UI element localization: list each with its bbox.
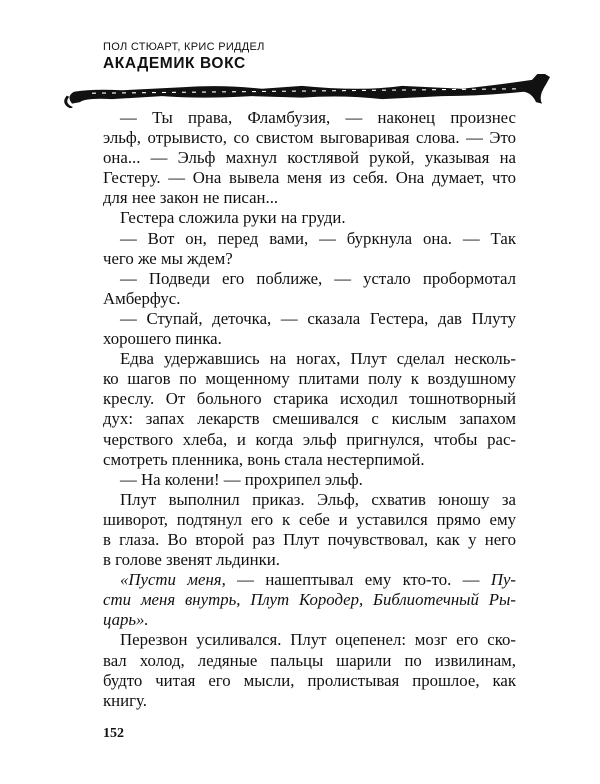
text-line (103, 208, 516, 228)
text-segment: дух: запах лекарств смешивался с кислым запахом (103, 409, 516, 429)
text-line (103, 349, 516, 369)
text-line (103, 108, 516, 128)
text-line (103, 289, 516, 309)
text-segment: эльф, отрывисто, со свистом выговаривая слова. — Это (103, 128, 516, 148)
text-line (103, 450, 516, 470)
running-header-author: ПОЛ СТЮАРТ, КРИС РИДДЕЛ (103, 41, 265, 53)
text-line (103, 430, 516, 450)
text-segment: — Ты права, Фламбузия, — наконец произнес (120, 108, 516, 127)
text-line (103, 671, 516, 691)
text-segment: Гестера сложила руки на груди. (120, 208, 346, 228)
text-segment: она... — Эльф махнул костлявой рукой, указывая на (103, 148, 516, 168)
text-line (103, 168, 516, 188)
text-line (103, 651, 516, 671)
text-segment: смотреть пленника, вонь стала нестерпимой. (103, 449, 425, 469)
text-line (103, 409, 516, 429)
italic-text: Пу- (490, 570, 516, 590)
page-number: 152 (103, 726, 124, 741)
text-line (103, 610, 516, 630)
text-segment: — На колени! — прохрипел эльф. (120, 469, 363, 489)
text-line (103, 691, 516, 711)
text-line (103, 630, 516, 650)
text-line (103, 329, 516, 349)
text-segment: черствого хлеба, и когда эльф пригнулся, чтобы рас- (103, 429, 516, 449)
text-segment: в глаза. Во второй раз Плут почувствовал, как у него (103, 529, 516, 549)
italic-text: царь». (103, 610, 149, 630)
text-line (103, 369, 516, 389)
text-line (103, 269, 516, 289)
text-segment: будто читая его мысли, пролистывая прошлое, как (103, 670, 516, 690)
text-line (103, 128, 516, 148)
text-line (103, 570, 516, 590)
text-segment: Амберфус. (103, 288, 181, 308)
text-line (103, 148, 516, 168)
running-header-title: АКАДЕМИК ВОКС (103, 55, 246, 72)
text-segment: чего же мы ждем? (103, 248, 233, 268)
text-segment: книгу. (103, 690, 147, 710)
italic-text: сти меня внутрь, Плут Кородер, Библиотечный Ры- (103, 590, 516, 610)
text-segment: вал холод, ледяные пальцы шарили по извилинам, (103, 650, 516, 670)
decorative-ornament-icon (62, 74, 552, 108)
text-line (103, 188, 516, 208)
text-line (103, 530, 516, 550)
text-segment: Едва удержавшись на ногах, Плут сделал несколь- (120, 349, 516, 369)
text-line (103, 389, 516, 409)
text-segment: — Вот он, перед вами, — буркнула она. — Так (120, 228, 516, 248)
text-segment: — Подведи его поближе, — устало пробормотал (120, 268, 516, 288)
text-line (103, 490, 516, 510)
text-segment: шиворот, подтянул его к себе и уставился прямо ему (103, 509, 516, 529)
text-line (103, 590, 516, 610)
text-segment: Гестеру. — Она вывела меня из себя. Она думает, что (103, 168, 516, 188)
text-segment: хорошего пинка. (103, 329, 222, 349)
text-line (103, 470, 516, 490)
text-segment: в голове звенят льдинки. (103, 550, 280, 570)
body-text (103, 108, 516, 711)
text-segment: креслу. От больного старика исходил тошнотворный (103, 389, 516, 409)
text-segment: ко шагов по мощенному плитами полу к воздушному (103, 369, 516, 389)
italic-text: «Пусти меня, (120, 570, 226, 590)
text-line (103, 510, 516, 530)
text-segment: Плут выполнил приказ. Эльф, схватив юношу за (120, 489, 516, 509)
text-segment: — Ступай, деточка, — сказала Гестера, дав Плуту (120, 308, 516, 328)
text-segment: для нее закон не писан... (103, 188, 279, 208)
text-line (103, 550, 516, 570)
text-line (103, 249, 516, 269)
text-line (103, 309, 516, 329)
text-line (103, 229, 516, 249)
text-segment: Перезвон усиливался. Плут оцепенел: мозг его ско- (120, 630, 516, 650)
text-segment: — нашептывал ему кто-то. — (225, 570, 491, 590)
